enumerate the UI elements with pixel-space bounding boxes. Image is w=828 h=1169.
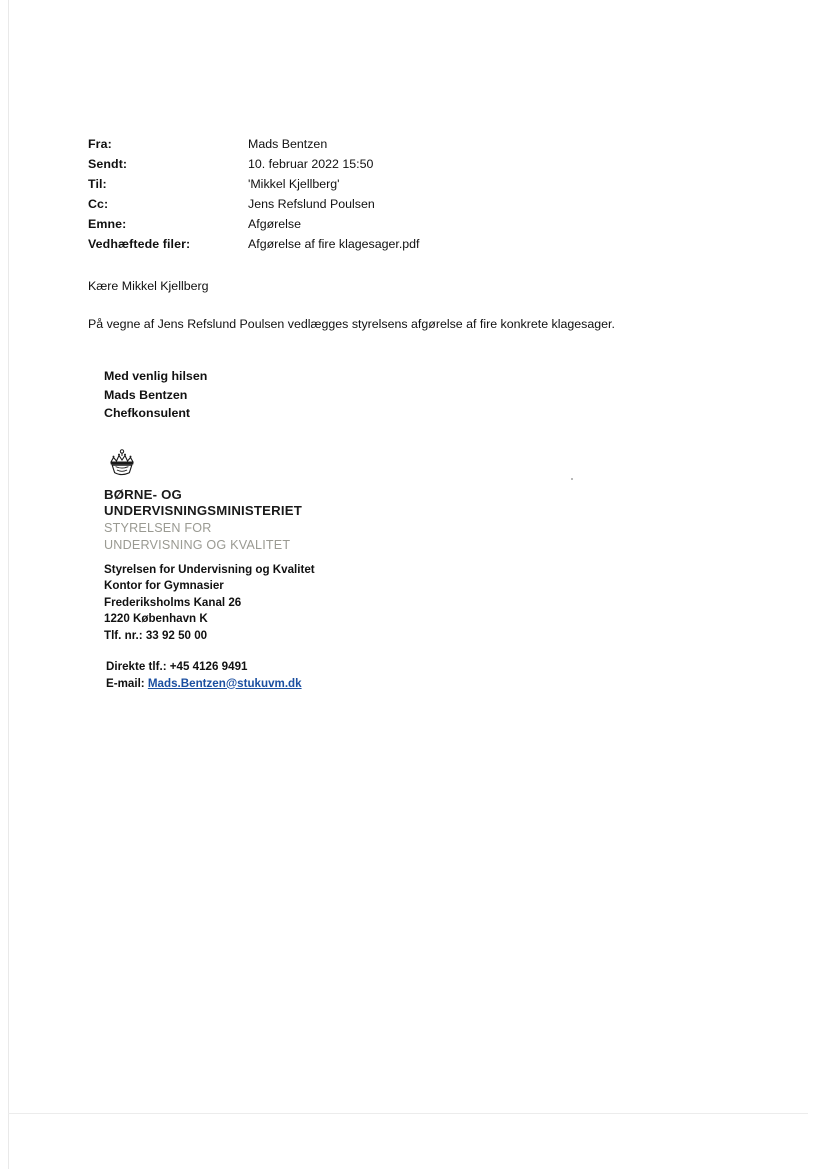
address-line: 1220 København K (104, 612, 208, 625)
scan-edge-bottom (8, 1113, 808, 1114)
agency-line-2: UNDERVISNING OG KVALITET (104, 537, 291, 552)
table-row (88, 135, 420, 155)
signature-name: Mads Bentzen (104, 387, 188, 402)
field-label-to: Til: (88, 177, 107, 191)
table-row (88, 215, 420, 235)
email-greeting: Kære Mikkel Kjellberg (88, 279, 209, 293)
ministry-block (104, 487, 748, 553)
address-line: Tlf. nr.: 33 92 50 00 (104, 628, 208, 642)
field-value-from: Mads Bentzen (248, 137, 328, 151)
field-label-subject: Emne: (88, 217, 127, 231)
table-row (88, 175, 420, 195)
field-value-sent: 10. februar 2022 15:50 (248, 157, 374, 171)
address-line: Kontor for Gymnasier (104, 579, 224, 592)
email-label: E-mail: (106, 676, 145, 690)
danish-royal-crown-logo (102, 449, 142, 479)
field-value-attachments: Afgørelse af fire klagesager.pdf (248, 237, 420, 251)
email-content (88, 135, 748, 692)
ministry-line-2: UNDERVISNINGSMINISTERIET (104, 502, 302, 518)
field-label-attachments: Vedhæftede filer: (88, 237, 191, 251)
signature-closing: Med venlig hilsen (104, 369, 208, 383)
signature-title: Chefkonsulent (104, 406, 191, 420)
contact-block (106, 659, 748, 692)
field-label-cc: Cc: (88, 197, 109, 211)
email-signature (104, 367, 748, 423)
email-link[interactable]: Mads.Bentzen@stukuvm.dk (147, 676, 302, 690)
table-row (88, 195, 420, 215)
field-label-sent: Sendt: (88, 157, 128, 171)
agency-line-1: STYRELSEN FOR (104, 520, 212, 535)
field-value-subject: Afgørelse (248, 217, 302, 231)
field-value-cc: Jens Refslund Poulsen (248, 197, 375, 211)
email-row (106, 676, 748, 693)
organisation-address (104, 562, 748, 645)
field-label-from: Fra: (88, 137, 112, 151)
table-row (88, 235, 420, 255)
email-header-table (88, 135, 420, 255)
direct-phone: Direkte tlf.: +45 4126 9491 (106, 660, 248, 673)
scan-edge-left (8, 0, 9, 1169)
email-body-paragraph: På vegne af Jens Refslund Poulsen vedlægges styrelsens afgørelse af fire konkrete klagesager. (88, 317, 615, 331)
address-line: Styrelsen for Undervisning og Kvalitet (104, 562, 315, 576)
table-row (88, 155, 420, 175)
field-value-to: 'Mikkel Kjellberg' (248, 177, 340, 191)
ministry-line-1: BØRNE- OG (104, 486, 182, 502)
address-line: Frederiksholms Kanal 26 (104, 595, 242, 609)
